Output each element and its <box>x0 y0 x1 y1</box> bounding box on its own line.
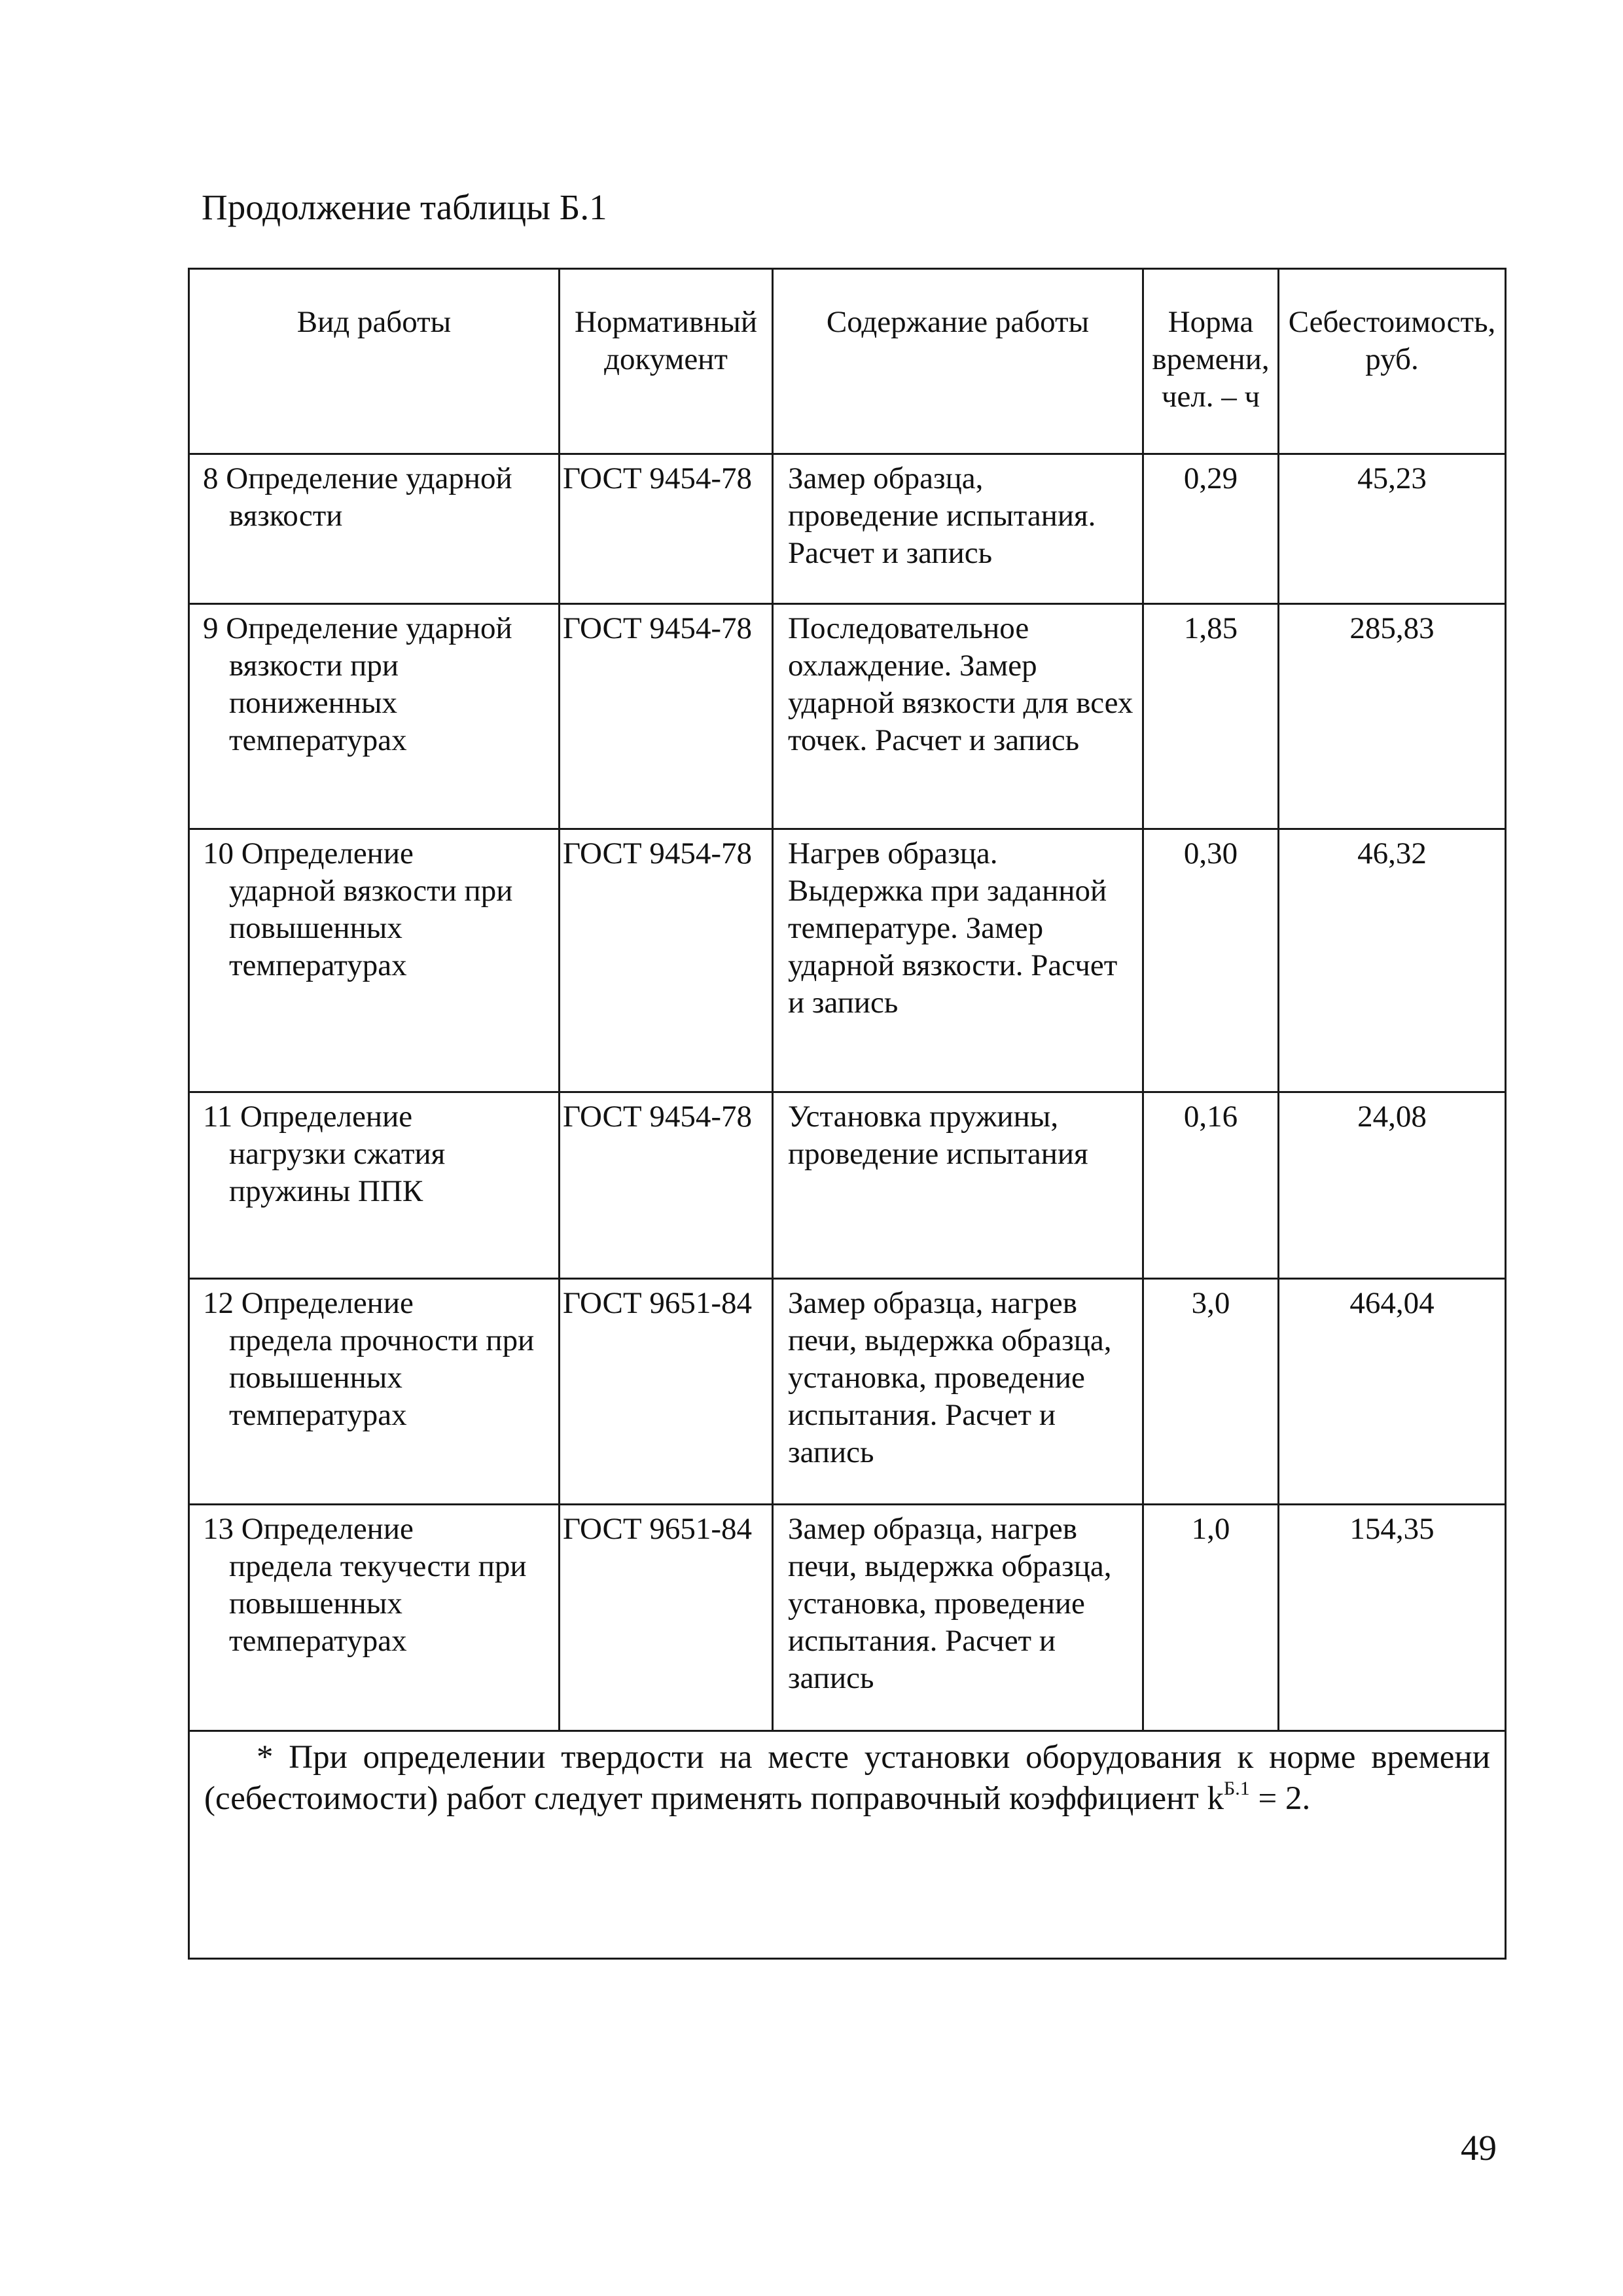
table-row <box>189 454 1506 604</box>
cell-time-norm: 0,29 <box>1143 454 1279 604</box>
cell-cost: 285,83 <box>1279 604 1506 829</box>
work-type-continuation: ударной вязкости при повышенных температурах <box>229 874 513 982</box>
cell-document: ГОСТ 9454-78 <box>560 604 773 829</box>
header-normative-document-line: Нормативный <box>574 305 758 339</box>
cell-content: Последовательное охлаждение. Замер ударной вязкости для всех точек. Расчет и запись <box>773 604 1143 829</box>
footnote-text-end: = 2. <box>1249 1780 1311 1817</box>
footnote-text <box>204 1737 1490 1820</box>
cell-work-type <box>189 604 560 829</box>
cell-work-type <box>189 454 560 604</box>
work-type-continuation: вязкости при пониженных температурах <box>229 649 407 757</box>
cell-time-norm: 1,0 <box>1143 1505 1279 1731</box>
footnote-text-main: * При определении твердости на месте установки оборудования к норме времени (себестоимости) работ следует применять поправочный коэффициент k <box>204 1739 1490 1817</box>
header-work-type <box>189 269 560 454</box>
work-type-first-line: 11 Определение <box>203 1100 413 1134</box>
header-time-norm-line: Норма <box>1168 305 1254 339</box>
cell-content: Замер образца, проведение испытания. Расчет и запись <box>773 454 1143 604</box>
cell-cost: 154,35 <box>1279 1505 1506 1731</box>
page-number: 49 <box>1461 2128 1497 2168</box>
header-time-norm-line: времени, <box>1152 342 1270 376</box>
work-type-first-line: 10 Определение <box>203 836 414 870</box>
cell-cost: 464,04 <box>1279 1279 1506 1505</box>
work-type-first-line: 12 Определение <box>203 1286 414 1320</box>
cell-document: ГОСТ 9651-84 <box>560 1279 773 1505</box>
footnote-cell <box>189 1731 1506 1959</box>
work-type-first-line: 13 Определение <box>203 1512 414 1546</box>
header-normative-document-line: документ <box>604 342 728 376</box>
work-type-continuation: предела прочности при повышенных температурах <box>229 1323 535 1432</box>
cell-time-norm: 0,16 <box>1143 1092 1279 1279</box>
header-normative-document <box>560 269 773 454</box>
work-type-continuation: вязкости <box>229 499 343 533</box>
cell-content: Замер образца, нагрев печи, выдержка образца, установка, проведение испытания. Расчет и запись <box>773 1279 1143 1505</box>
cell-cost: 45,23 <box>1279 454 1506 604</box>
table-continuation-caption: Продолжение таблицы Б.1 <box>202 187 607 227</box>
cell-work-type <box>189 829 560 1092</box>
cell-time-norm: 3,0 <box>1143 1279 1279 1505</box>
table-row <box>189 604 1506 829</box>
footnote-superscript: Б.1 <box>1224 1778 1250 1799</box>
work-type-continuation: нагрузки сжатия пружины ППК <box>229 1137 446 1208</box>
cell-document: ГОСТ 9651-84 <box>560 1505 773 1731</box>
work-type-continuation: предела текучести при повышенных температурах <box>229 1549 527 1658</box>
table-row <box>189 1279 1506 1505</box>
work-type-first-line: 9 Определение ударной <box>203 611 512 645</box>
header-time-norm-line: чел. – ч <box>1161 380 1260 414</box>
work-type-first-line: 8 Определение ударной <box>203 461 512 495</box>
table-header-row <box>189 269 1506 454</box>
header-cost-line: руб. <box>1365 342 1419 376</box>
table-row <box>189 829 1506 1092</box>
cell-cost: 24,08 <box>1279 1092 1506 1279</box>
header-work-type-line: Вид работы <box>296 305 452 339</box>
cell-document: ГОСТ 9454-78 <box>560 1092 773 1279</box>
cell-work-type <box>189 1092 560 1279</box>
cell-time-norm: 1,85 <box>1143 604 1279 829</box>
cell-document: ГОСТ 9454-78 <box>560 829 773 1092</box>
cell-time-norm: 0,30 <box>1143 829 1279 1092</box>
header-cost <box>1279 269 1506 454</box>
cell-document: ГОСТ 9454-78 <box>560 454 773 604</box>
cell-cost: 46,32 <box>1279 829 1506 1092</box>
header-work-content-line: Содержание работы <box>826 305 1090 339</box>
cell-work-type <box>189 1505 560 1731</box>
table-row <box>189 1505 1506 1731</box>
table-footnote-row <box>189 1731 1506 1959</box>
cell-work-type <box>189 1279 560 1505</box>
header-work-content <box>773 269 1143 454</box>
cell-content: Установка пружины, проведение испытания <box>773 1092 1143 1279</box>
table-row <box>189 1092 1506 1279</box>
header-time-norm <box>1143 269 1279 454</box>
cell-content: Нагрев образца. Выдержка при заданной температуре. Замер ударной вязкости. Расчет и запись <box>773 829 1143 1092</box>
header-cost-line: Себестоимость, <box>1288 305 1496 339</box>
cell-content: Замер образца, нагрев печи, выдержка образца, установка, проведение испытания. Расчет и запись <box>773 1505 1143 1731</box>
work-cost-table <box>188 268 1507 1960</box>
